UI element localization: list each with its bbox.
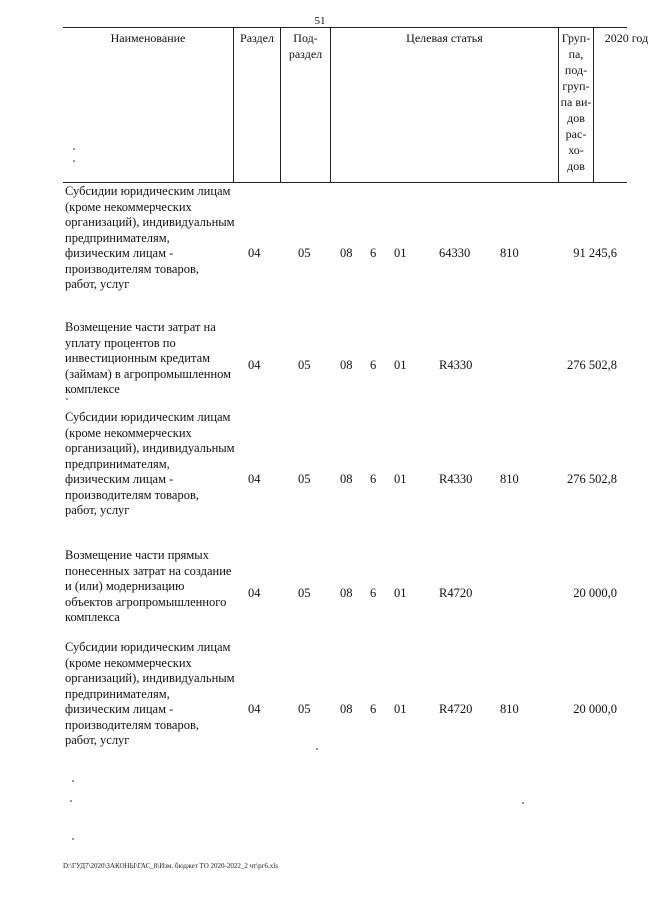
row-expense-group: 810	[500, 472, 519, 486]
row-razdel: 04	[248, 246, 261, 260]
row-podrazdel: 05	[298, 246, 311, 260]
row-target-program: 08	[340, 358, 353, 372]
row-amount: 20 000,0	[573, 702, 617, 716]
scan-speck	[73, 160, 75, 162]
header-grupa-line: рас-	[565, 127, 587, 141]
row-name-line: (кроме некоммерческих	[65, 199, 192, 214]
row-name-line: (кроме некоммерческих	[65, 425, 192, 440]
header-grupa-line: груп-	[562, 79, 590, 93]
row-name-line: и (или) модернизацию	[65, 579, 185, 593]
row-name-line: производителям товаров,	[65, 717, 199, 732]
header-grupa-line: хо-	[568, 143, 584, 157]
row-amount: 20 000,0	[573, 586, 617, 600]
page-number: 51	[314, 15, 326, 27]
row-target-subprogram: 6	[370, 472, 377, 486]
row-expense-group: 810	[500, 702, 519, 716]
row-name-line: физическим лицам -	[65, 246, 174, 260]
scan-speck	[66, 398, 68, 400]
row-target-event: 01	[394, 702, 407, 716]
row-target-event: 01	[394, 246, 407, 260]
row-name-line: (кроме некоммерческих	[65, 655, 192, 670]
row-target-subprogram: 6	[370, 702, 377, 716]
row-target-subprogram: 6	[370, 586, 377, 600]
row-name-line: объектов агропромышленного	[65, 594, 227, 609]
row-target-direction: 64330	[439, 246, 471, 260]
row-name-line: работ, услуг	[65, 277, 130, 291]
row-name-line: работ, услуг	[65, 733, 130, 747]
row-razdel: 04	[248, 358, 261, 372]
row-name	[65, 410, 240, 519]
row-name-line: Субсидии юридическим лицам	[65, 640, 231, 654]
row-expense-group: 810	[500, 246, 519, 260]
row-name-line: предпринимателям,	[65, 230, 170, 245]
row-name-line: производителям товаров,	[65, 261, 199, 276]
scan-speck	[522, 802, 524, 804]
row-podrazdel: 05	[298, 472, 311, 486]
row-podrazdel: 05	[298, 358, 311, 372]
header-grupa-line: па,	[568, 47, 584, 61]
row-name-line: физическим лицам -	[65, 472, 174, 486]
scan-speck	[72, 838, 74, 840]
row-name-line: понесенных затрат на создание	[65, 563, 232, 578]
row-podrazdel: 05	[298, 586, 311, 600]
header-podrazdel-line: раздел	[288, 47, 323, 61]
row-name-line: (займам) в агропромышленном	[65, 366, 232, 381]
row-amount: 276 502,8	[567, 472, 617, 486]
header-razdel: Раздел	[233, 27, 280, 183]
row-target-subprogram: 6	[370, 246, 377, 260]
row-name-line: физическим лицам -	[65, 702, 174, 716]
row-name	[65, 184, 240, 293]
row-target-program: 08	[340, 702, 353, 716]
header-name: Наименование	[110, 31, 186, 45]
scan-speck	[72, 780, 74, 782]
row-target-program: 08	[340, 472, 353, 486]
header-podrazdel	[280, 27, 330, 183]
row-name-line: Субсидии юридическим лицам	[65, 410, 231, 424]
row-razdel: 04	[248, 702, 261, 716]
row-target-subprogram: 6	[370, 358, 377, 372]
row-name-line: организаций), индивидуальным	[65, 441, 235, 455]
row-name-line: организаций), индивидуальным	[65, 671, 235, 685]
header-grupa-line: Груп-	[561, 31, 591, 45]
header-bottom-border	[63, 182, 627, 183]
header-podrazdel-line: Под-	[293, 31, 318, 45]
row-target-direction: R4330	[439, 472, 473, 486]
scan-speck	[70, 800, 72, 802]
row-name-line: Субсидии юридическим лицам	[65, 184, 231, 198]
row-name	[65, 640, 240, 749]
header-grupa-line: па ви-	[560, 95, 592, 109]
row-name-line: Возмещение части затрат на	[65, 320, 216, 334]
row-name-line: инвестиционным кредитам	[65, 351, 211, 365]
row-name	[65, 320, 240, 398]
row-target-direction: R4330	[439, 358, 473, 372]
scan-speck	[316, 748, 318, 750]
row-name-line: предпринимателям,	[65, 456, 170, 471]
row-razdel: 04	[248, 586, 261, 600]
row-target-event: 01	[394, 358, 407, 372]
row-amount: 91 245,6	[573, 246, 617, 260]
row-amount: 276 502,8	[567, 358, 617, 372]
row-name-line: комплексе	[65, 382, 120, 396]
file-path-footer: D:\ГУД7\2020\ЗАКОНЫ\ГАС_8\Изм. бюджет ТО 2020-2022_2 чт\рг6.xls	[63, 862, 278, 870]
row-name	[65, 548, 240, 626]
row-name-line: предпринимателям,	[65, 686, 170, 701]
table-header	[63, 27, 649, 183]
header-grupa-line: дов	[567, 159, 585, 173]
row-name-line: производителям товаров,	[65, 487, 199, 502]
scan-speck	[73, 148, 75, 150]
row-name-line: Возмещение части прямых	[65, 548, 209, 562]
row-name-line: уплату процентов по	[65, 335, 176, 350]
header-grupa-line: под-	[564, 63, 588, 77]
row-target-program: 08	[340, 586, 353, 600]
row-razdel: 04	[248, 472, 261, 486]
row-target-direction: R4720	[439, 586, 473, 600]
header-year: 2020 год	[593, 27, 659, 183]
row-target-event: 01	[394, 472, 407, 486]
row-target-program: 08	[340, 246, 353, 260]
header-grupa-line: дов	[567, 111, 585, 125]
row-name-line: работ, услуг	[65, 503, 130, 517]
row-name-line: комплекса	[65, 610, 120, 624]
row-target-direction: R4720	[439, 702, 473, 716]
row-name-line: организаций), индивидуальным	[65, 215, 235, 229]
row-target-event: 01	[394, 586, 407, 600]
row-podrazdel: 05	[298, 702, 311, 716]
header-celevaya: Целевая статья	[330, 27, 558, 183]
header-grupa	[558, 27, 593, 183]
